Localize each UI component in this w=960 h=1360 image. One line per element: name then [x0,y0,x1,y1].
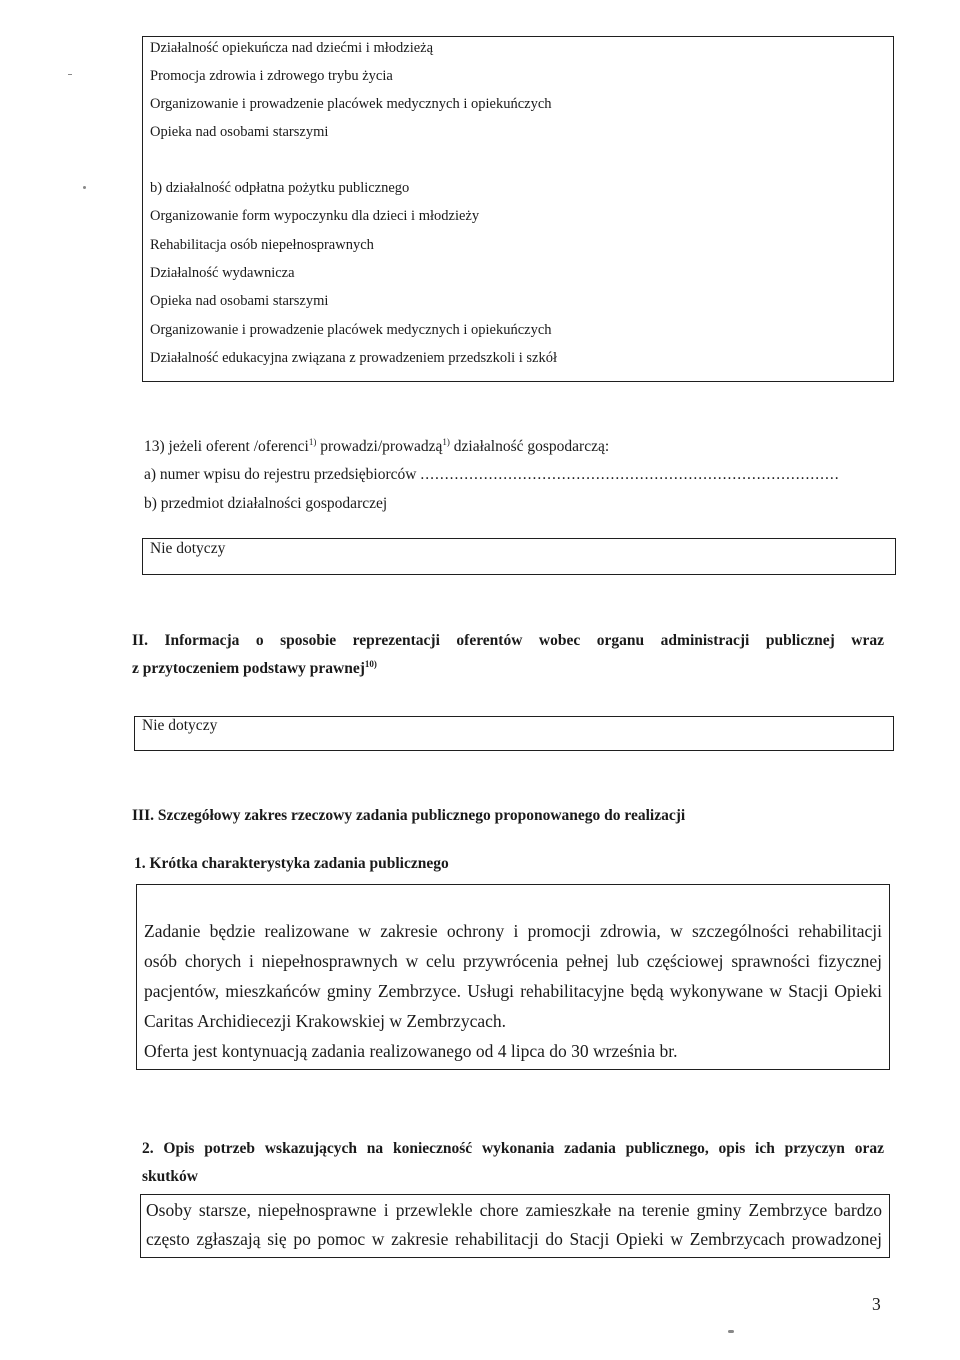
section2-answer-box [134,716,894,751]
q13-a-label: a) numer wpisu do rejestru przedsiębiorców [144,466,417,483]
needs-line: Osoby starsze, niepełnosprawne i przewlekle chore zamieszkałe na terenie gminy Zembrzyce bardzo [146,1200,882,1220]
activity-item: Działalność edukacyjna związana z prowadzeniem przedszkoli i szkół [150,350,558,366]
activity-item: Organizowanie form wypoczynku dla dzieci i młodzieży [150,208,480,224]
characteristics-paragraph [144,916,882,1066]
section2-answer: Nie dotyczy [142,717,218,734]
section3-subheading-2 [142,1140,884,1158]
section2-heading-line1: II. Informacja o sposobie reprezentacji oferentów wobec organu administracji publicznej wraz [132,632,884,649]
activity-item: Opieka nad osobami starszymi [150,124,329,140]
activity-item: Opieka nad osobami starszymi [150,293,329,309]
q13-answer: Nie dotyczy [150,540,226,557]
scan-speck [728,1330,734,1333]
activity-item: Organizowanie i prowadzenie placówek medycznych i opiekuńczych [150,96,552,112]
paragraph-line: Oferta jest kontynuacją zadania realizowanego od 4 lipca do 30 września br. [144,1041,678,1061]
paragraph-line: pacjentów, mieszkańców gminy Zembrzyce. Usługi rehabilitacyjne będą wykonywane w Stacji Opieki [144,981,882,1001]
footnote-ref: 10) [364,658,377,669]
q13-line-a [144,466,840,484]
needs-paragraph [146,1196,882,1254]
paragraph-line: osób chorych i niepełnosprawnych w celu przywrócenia pełnej lub częściowej sprawności fizycznej [144,951,882,971]
q13-text-3: działalność gospodarczą: [449,438,610,455]
section3-heading: III. Szczegółowy zakres rzeczowy zadania publicznego proponowanego do realizacji [132,807,686,824]
scan-speck [68,74,72,75]
q13-line-b: b) przedmiot działalności gospodarczej [144,495,388,512]
activity-item: Działalność wydawnicza [150,265,295,281]
section2-heading [132,632,884,650]
subheading-2-line2: skutków [142,1168,198,1185]
q13-question [144,438,609,456]
paragraph-line: Zadanie będzie realizowane w zakresie ochrony i promocji zdrowia, w szczególności rehabilitacji [144,921,882,941]
activity-item: Promocja zdrowia i zdrowego trybu życia [150,68,393,84]
fill-dots: ...................................................................................... [420,466,840,483]
q13-answer-box [142,538,896,575]
activity-item: Rehabilitacja osób niepełnosprawnych [150,237,374,253]
footnote-ref: 1) [442,436,450,447]
footnote-ref: 1) [308,436,317,447]
q13-text-2: prowadzi/prowadzą [316,438,443,455]
section2-heading-text: z przytoczeniem podstawy prawnej [132,660,365,677]
subheading-2-line1: 2. Opis potrzeb wskazujących na konieczność wykonania zadania publicznego, opis ich przyczyn oraz [142,1140,884,1157]
q13-text-1: 13) jeżeli oferent /oferenci [144,438,309,455]
paragraph-line: Caritas Archidiecezji Krakowskiej w Zembrzycach. [144,1011,507,1031]
scan-speck [83,186,86,189]
activity-subheading: b) działalność odpłatna pożytku publicznego [150,180,410,196]
activity-item: Działalność opiekuńcza nad dziećmi i młodzieżą [150,40,434,56]
page-number: 3 [872,1294,881,1314]
needs-line: często zgłaszają się po pomoc w zakresie rehabilitacji do Stacji Opieki w Zembrzycach prowadzonej [146,1229,882,1249]
section3-subheading-1: 1. Krótka charakterystyka zadania publicznego [134,855,449,872]
section2-heading-line2 [132,660,377,678]
activity-item: Organizowanie i prowadzenie placówek medycznych i opiekuńczych [150,322,552,338]
